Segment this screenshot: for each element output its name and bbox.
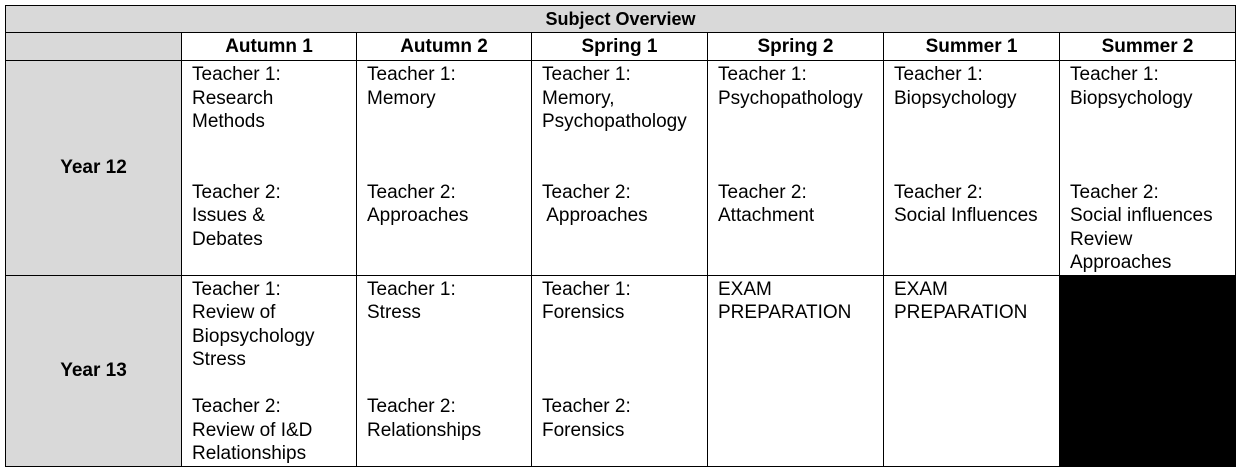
topic-line: Review of: [192, 302, 276, 323]
exam-line: PREPARATION: [894, 302, 1028, 323]
topic-line: Approaches: [1070, 252, 1172, 273]
header-spring-1: Spring 1: [532, 33, 708, 61]
teacher-1-label: Teacher 1:: [1070, 64, 1159, 85]
cell-y13-summer-2-blacked-out: [1060, 275, 1236, 466]
table-row: [6, 61, 1236, 276]
topic-line: Forensics: [542, 419, 625, 441]
topic-line: Attachment: [718, 205, 815, 226]
topic-line: Review of I&D: [192, 419, 313, 441]
cell-y12-summer-2: [1060, 61, 1236, 276]
topic-line: Stress: [367, 302, 421, 323]
cell-y12-summer-1: [884, 61, 1060, 276]
topic-line: Issues &: [192, 205, 265, 226]
teacher-2-label: Teacher 2:: [542, 396, 631, 417]
topic-line: Biopsychology: [1070, 87, 1193, 109]
topic-line: Psychopathology: [542, 111, 687, 132]
topic-line: Social Influences: [894, 205, 1038, 226]
teacher-1-label: Teacher 1:: [542, 278, 631, 300]
header-summer-1: Summer 1: [884, 33, 1060, 61]
teacher-1-label: Teacher 1:: [894, 64, 983, 85]
topic-line: Research: [192, 87, 274, 109]
exam-line: EXAM: [894, 278, 948, 300]
cell-y12-spring-2: [708, 61, 884, 276]
topic-line: Methods: [192, 111, 265, 132]
teacher-2-label: Teacher 2:: [192, 181, 281, 203]
teacher-1-label: Teacher 1:: [192, 278, 281, 300]
teacher-2-label: Teacher 2:: [367, 181, 456, 203]
teacher-2-label: Teacher 2:: [894, 181, 983, 203]
topic-line: Relationships: [192, 443, 307, 464]
cell-y12-autumn-1: [182, 61, 357, 276]
teacher-2-label: Teacher 2:: [542, 181, 631, 203]
teacher-1-label: Teacher 1:: [367, 64, 456, 85]
table-row: [6, 275, 1236, 466]
teacher-2-label: Teacher 2:: [1070, 181, 1159, 203]
topic-line: Review: [1070, 228, 1133, 250]
topic-line: Psychopathology: [718, 87, 863, 109]
topic-line: Stress: [192, 349, 246, 370]
topic-line: Approaches: [367, 205, 469, 226]
header-spring-2: Spring 2: [708, 33, 884, 61]
topic-line: Memory,: [542, 87, 615, 109]
topic-line: Biopsychology: [192, 325, 315, 347]
cell-y13-autumn-1: [182, 275, 357, 466]
topic-line: Biopsychology: [894, 87, 1017, 109]
teacher-1-label: Teacher 1:: [192, 64, 281, 85]
table-title: Subject Overview: [6, 6, 1236, 33]
topic-line: Social influences: [1070, 205, 1213, 226]
teacher-1-label: Teacher 1:: [718, 64, 807, 85]
year-13-label: Year 13: [6, 275, 182, 466]
cell-y13-spring-2: [708, 275, 884, 466]
cell-y13-spring-1: [532, 275, 708, 466]
topic-line: Debates: [192, 228, 263, 250]
header-summer-2: Summer 2: [1060, 33, 1236, 61]
exam-line: EXAM: [718, 278, 772, 300]
teacher-1-label: Teacher 1:: [542, 64, 631, 85]
header-autumn-2: Autumn 2: [357, 33, 532, 61]
topic-line: Memory: [367, 87, 436, 109]
cell-y12-spring-1: [532, 61, 708, 276]
header-blank-cell: [6, 33, 182, 61]
cell-y12-autumn-2: [357, 61, 532, 276]
teacher-1-label: Teacher 1:: [367, 278, 456, 300]
topic-line: Approaches: [542, 205, 648, 226]
cell-y13-autumn-2: [357, 275, 532, 466]
teacher-2-label: Teacher 2:: [192, 396, 281, 417]
topic-line: Forensics: [542, 302, 625, 323]
topic-line: Relationships: [367, 419, 482, 441]
exam-line: PREPARATION: [718, 302, 852, 323]
cell-y13-summer-1: [884, 275, 1060, 466]
year-12-label: Year 12: [6, 61, 182, 276]
teacher-2-label: Teacher 2:: [367, 396, 456, 417]
teacher-2-label: Teacher 2:: [718, 181, 807, 203]
header-autumn-1: Autumn 1: [182, 33, 357, 61]
subject-overview-table: [5, 5, 1236, 467]
